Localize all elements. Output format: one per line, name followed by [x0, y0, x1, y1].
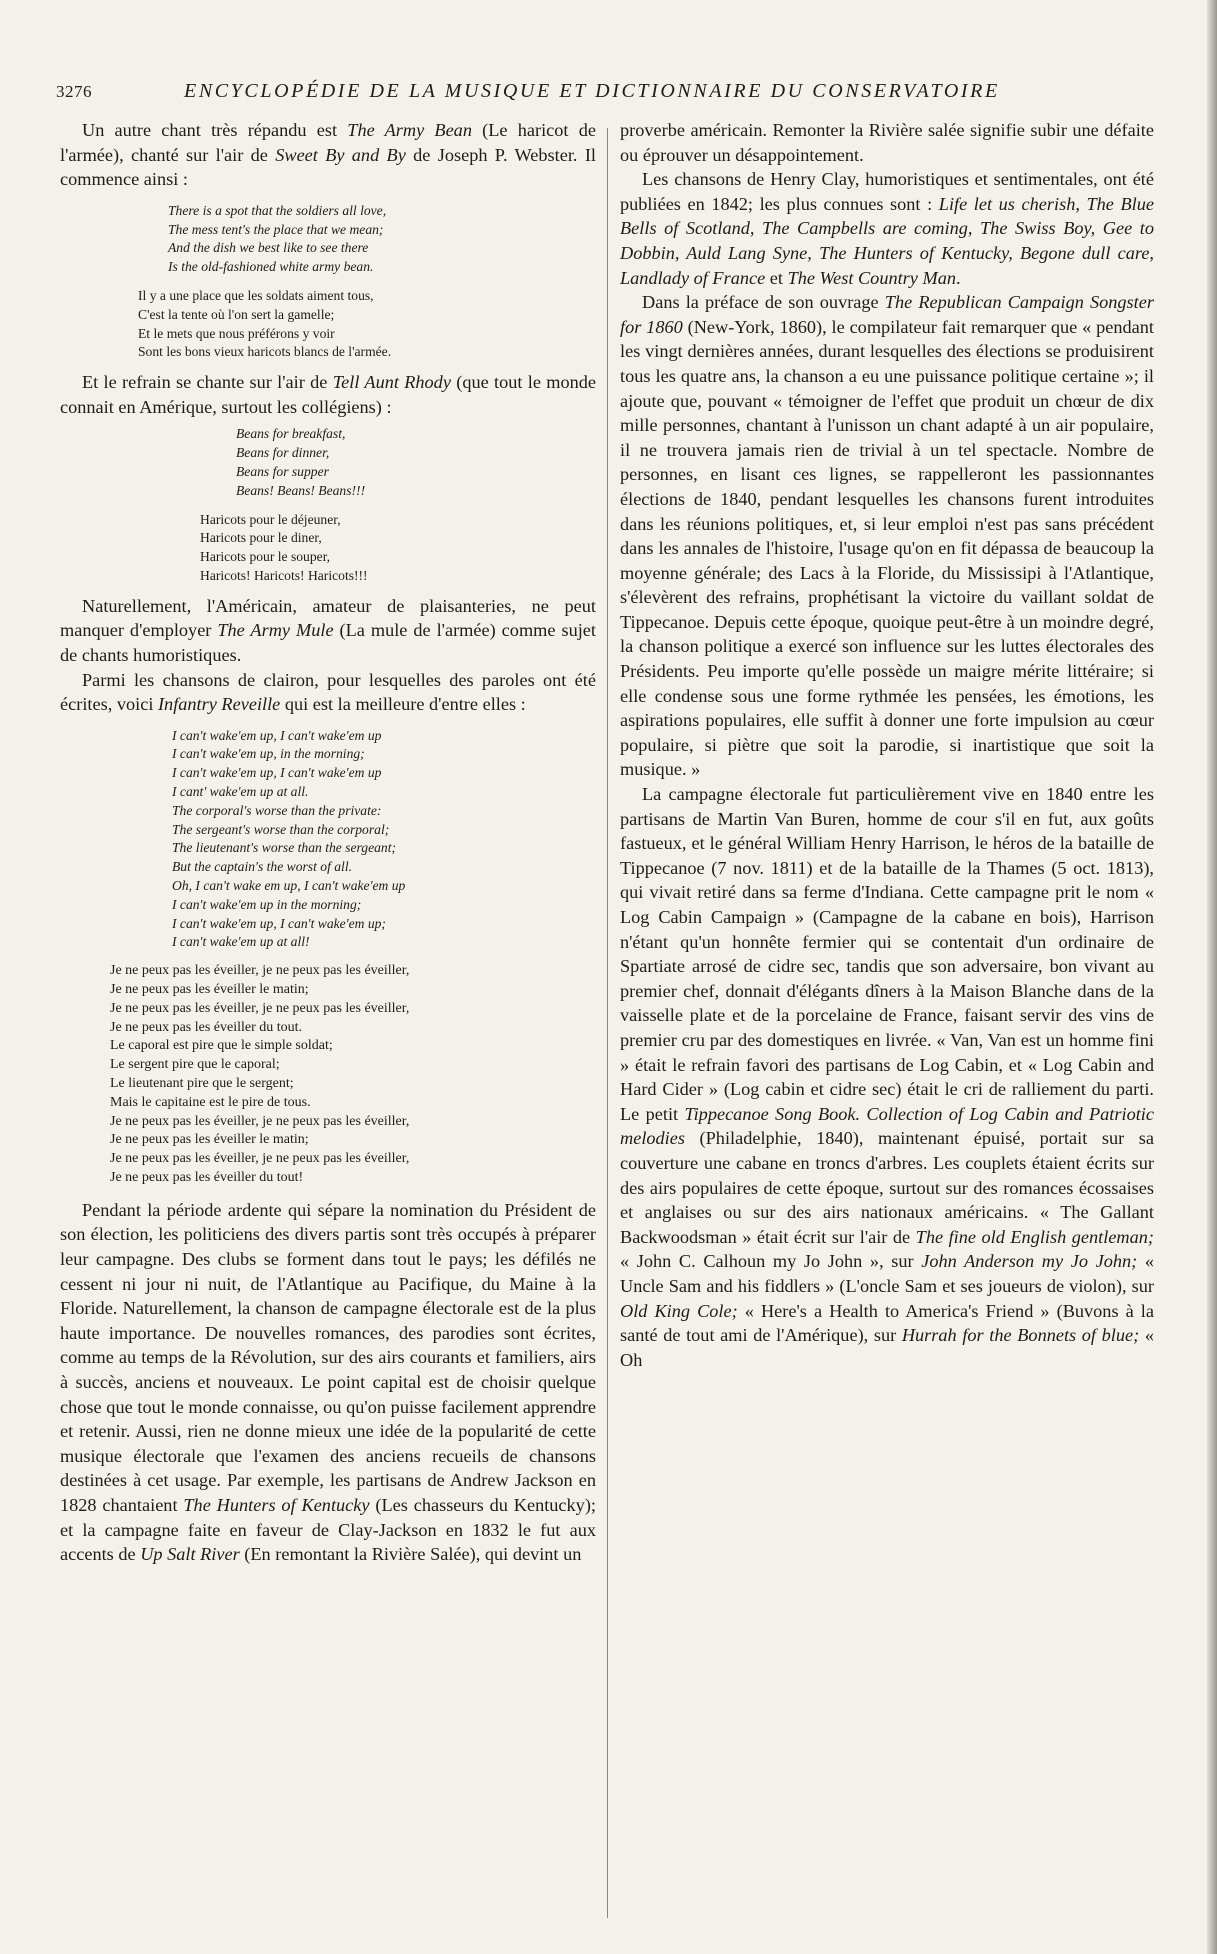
- italic-title: Up Salt River: [140, 1544, 240, 1565]
- verse-english: [172, 727, 596, 953]
- verse-line: There is a spot that the soldiers all love,: [168, 202, 387, 218]
- verse-line: I can't wake'em up, I can't wake'em up: [172, 765, 382, 781]
- paragraph: Dans la préface de son ouvrage The Republican Campaign Songster for 1860 (New-York, 1860), le compilateur fait remarquer que « pendant les vingt dernières années, durant lesquelles des élections se produisirent tous les quatre ans, la chanson a eu une puissance politique certaine »; il ajoute que, pouvant « témoigner de l'effet que produit un chœur de dix mille personnes, chantant à l'unisson un chant adapté à un air populaire, il ne trouvera jamais rien de trivial à un tel spectacle. Nombre de personnes, en lisant ces lignes, se rappelleront les passionnantes élections de 1840, pendant lesquelles les chansons furent introduites dans les réunions politiques, et, si leur emploi n'est pas sans précédent dans les annales de l'histoire, l'usage qu'on en fit dépassa de beaucoup la moyenne générale; des Lacs à la Floride, du Mississipi à l'Atlantique, s'élevèrent des refrains, prophétisant la victoire du vaillant soldat de Tippecanoe. Depuis cette époque, quoique peut-être à un moindre degré, la chanson politique a exercé son influence sur les luttes électorales des Présidents. Peu importe qu'elle possède un maigre mérite littéraire; si elle condense sous une forme rythmée les pensées, les émotions, les aspirations populaires, elle suffit à donner une forte impulsion au cœur populaire, si piètre que soit la parodie, si inartistique que soit la musique. »: [620, 292, 1155, 780]
- italic-title: Infantry Reveille: [157, 694, 281, 715]
- italic-title: The Hunters of Kentucky: [183, 1494, 370, 1515]
- verse-line: The lieutenant's worse than the sergeant;: [172, 840, 397, 856]
- paragraph: Naturellement, l'Américain, amateur de plaisanteries, ne peut manquer d'employer The Army Mule (La mule de l'armée) comme sujet de chants humoristiques.: [60, 595, 596, 665]
- verse-line: Le lieutenant pire que le sergent;: [110, 1076, 294, 1092]
- verse-line: The sergeant's worse than the corporal;: [172, 821, 390, 837]
- paragraph: Et le refrain se chante sur l'air de Tell Aunt Rhody (que tout le monde connait en Amérique, surtout les collégiens) :: [60, 372, 596, 417]
- verse-line: Je ne peux pas les éveiller du tout.: [110, 1019, 303, 1035]
- verse-line: And the dish we best like to see there: [168, 240, 369, 256]
- verse-line: Sont les bons vieux haricots blancs de l'armée.: [138, 344, 392, 360]
- italic-title: The fine old English gentleman;: [915, 1226, 1154, 1247]
- verse-line: Je ne peux pas les éveiller le matin;: [110, 1132, 309, 1148]
- verse-line: Il y a une place que les soldats aiment tous,: [138, 287, 374, 303]
- verse-line: I can't wake'em up, I can't wake'em up: [172, 727, 382, 743]
- paragraph: proverbe américain. Remonter la Rivière salée signifie subir une défaite ou éprouver un désappointement.: [620, 120, 1154, 165]
- verse-line: I can't wake'em up in the morning;: [172, 896, 362, 912]
- verse-line: Is the old-fashioned white army bean.: [168, 259, 374, 275]
- verse-line: The corporal's worse than the private:: [172, 802, 382, 818]
- verse-french: [200, 511, 596, 586]
- verse-line: Haricots pour le déjeuner,: [200, 511, 341, 527]
- verse-french: [138, 287, 596, 362]
- verse-line: Beans for breakfast,: [236, 426, 346, 442]
- column-divider: [607, 128, 608, 1918]
- verse-line: Je ne peux pas les éveiller le matin;: [110, 982, 309, 998]
- italic-title: The Republican Campaign Songster for 1860: [620, 292, 1154, 337]
- verse-line: I can't wake'em up at all!: [172, 934, 310, 950]
- italic-title: John Anderson my Jo John;: [921, 1251, 1138, 1272]
- paragraph: Un autre chant très répandu est The Army Bean (Le haricot de l'armée), chanté sur l'air de Sweet By and By de Joseph P. Webster. Il commence ainsi :: [60, 120, 596, 190]
- italic-title: Old King Cole;: [620, 1300, 738, 1321]
- verse-line: I cant' wake'em up at all.: [172, 784, 309, 800]
- verse-line: Le caporal est pire que le simple soldat;: [110, 1038, 333, 1054]
- italic-title: The Army Mule: [217, 620, 334, 641]
- page-edge-shadow: [1207, 0, 1217, 1954]
- verse-line: Beans for supper: [236, 463, 329, 479]
- verse-line: Beans! Beans! Beans!!!: [236, 482, 366, 498]
- verse-line: Je ne peux pas les éveiller, je ne peux pas les éveiller,: [110, 1000, 410, 1016]
- verse-english: [168, 202, 596, 277]
- italic-title: Tell Aunt Rhody: [332, 372, 451, 393]
- verse-line: The mess tent's the place that we mean;: [168, 221, 384, 237]
- italic-title: Hurrah for the Bonnets of blue;: [901, 1325, 1140, 1346]
- left-column: [60, 118, 596, 1567]
- verse-line: Le sergent pire que le caporal;: [110, 1057, 280, 1073]
- verse-line: I can't wake'em up, in the morning;: [172, 746, 365, 762]
- running-title: ENCYCLOPÉDIE DE LA MUSIQUE ET DICTIONNAIRE DU CONSERVATOIRE: [184, 80, 1000, 102]
- paragraph: Les chansons de Henry Clay, humoristiques et sentimentales, ont été publiées en 1842; les plus connues sont : Life let us cherish, The Blue Bells of Scotland, The Campbells are coming, The Swiss Boy, Gee to Dobbin, Auld Lang Syne, The Hunters of Kentucky, Begone dull care, Landlady of France et The West Country Man.: [620, 169, 1154, 288]
- paragraph: La campagne électorale fut particulièrement vive en 1840 entre les partisans de Martin Van Buren, homme de cour s'il en fut, aux goûts fastueux, et le général William Henry Harrison, le héros de la bataille de Tippecanoe (7 nov. 1811) et de la bataille de la Thames (5 oct. 1813), qui vivait retiré dans sa ferme d'Indiana. Cette campagne prit le nom « Log Cabin Campaign » (Campagne de la cabane en bois), Harrison n'étant qu'un honnête fermier qui se contentait d'un ordinaire de Spartiate arrosé de cidre sec, tandis que son adversaire, bon vivant au premier chef, donnait d'élégants dîners à la Maison Blanche dans de la vaisselle plate et de la porcelaine de France, faisant servir des vins de premier cru par des domestiques en livrée. « Van, Van est un homme fini » était le refrain favori des partisans de Log Cabin, et « Log Cabin and Hard Cider » (Log cabin et cidre sec) était le cri de ralliement du parti. Le petit Tippecanoe Song Book. Collection of Log Cabin and Patriotic melodies (Philadelphie, 1840), maintenant épuisé, portait sur sa couverture une cabane en troncs d'arbres. Les couplets étaient écrits sur des airs populaires de cette époque, surtout sur des romances écossaises et anglaises ou sur des airs nationaux américains. « The Gallant Backwoodsman » était écrit sur l'air de The fine old English gentleman; « John C. Calhoun my Jo John », sur John Anderson my Jo John; « Uncle Sam and his fiddlers » (L'oncle Sam et ses joueurs de violon), sur Old King Cole; « Here's a Health to America's Friend » (Buvons à la santé de tout ami de l'Amérique), sur Hurrah for the Bonnets of blue; « Oh: [620, 784, 1154, 1370]
- italic-title: Tippecanoe Song Book. Collection of Log Cabin and Patriotic melodies: [620, 1103, 1154, 1149]
- verse-line: Je ne peux pas les éveiller, je ne peux pas les éveiller,: [110, 1113, 410, 1129]
- verse-line: Mais le capitaine est le pire de tous.: [110, 1094, 311, 1110]
- page-number: 3276: [56, 82, 92, 101]
- page-header: [56, 80, 1156, 110]
- verse-line: Haricots pour le diner,: [200, 530, 322, 546]
- verse-line: C'est la tente où l'on sert la gamelle;: [138, 306, 335, 322]
- verse-line: But the captain's the worst of all.: [172, 859, 352, 875]
- verse-line: Je ne peux pas les éveiller du tout!: [110, 1170, 304, 1186]
- verse-english: [236, 425, 596, 500]
- italic-title: Life let us cherish, The Blue Bells of Scotland, The Campbells are coming, The Swiss Boy, Gee to Dobbin, Auld Lang Syne, The Hunters of Kentucky, Begone dull care, Landlady of France: [620, 193, 1154, 288]
- verse-line: Haricots pour le souper,: [200, 549, 331, 565]
- verse-line: Je ne peux pas les éveiller, je ne peux pas les éveiller,: [110, 963, 410, 979]
- paragraph: Pendant la période ardente qui sépare la nomination du Président de son élection, les politiciens des divers partis sont très occupés à préparer leur campagne. Des clubs se forment dans tout le pays; les défilés ne cessent ni jour ni nuit, de l'Atlantique au Pacifique, du Maine à la Floride. Naturellement, la chanson de campagne électorale est de la plus haute importance. De nouvelles romances, des parodies sont écrites, comme au temps de la Révolution, sur des airs courants et familiers, airs à succès, anciens et nouveaux. Le point capital est de choisir quelque chose que tout le monde connaisse, ou qu'on puisse facilement apprendre et retenir. Aussi, rien ne donne mieux une idée de la popularité de cette musique électorale que l'examen des anciens recueils de chansons destinées à cet usage. Par exemple, les partisans de Andrew Jackson en 1828 chantaient The Hunters of Kentucky (Les chasseurs du Kentucky); et la campagne faite en faveur de Clay-Jackson en 1832 le fut aux accents de Up Salt River (En remontant la Rivière Salée), qui devint un: [60, 1199, 596, 1565]
- italic-title: The West Country Man: [787, 267, 956, 288]
- verse-line: Oh, I can't wake em up, I can't wake'em up: [172, 878, 406, 894]
- italic-title: The Army Bean: [347, 120, 472, 140]
- verse-line: Et le mets que nous préférons y voir: [138, 325, 335, 341]
- italic-title: Sweet By and By: [275, 144, 406, 165]
- verse-line: Je ne peux pas les éveiller, je ne peux pas les éveiller,: [110, 1151, 410, 1167]
- verse-line: Haricots! Haricots! Haricots!!!: [200, 567, 368, 583]
- verse-line: I can't wake'em up, I can't wake'em up;: [172, 915, 386, 931]
- right-column: [620, 118, 1154, 1372]
- verse-line: Beans for dinner,: [236, 445, 330, 461]
- paragraph: Parmi les chansons de clairon, pour lesquelles des paroles ont été écrites, voici Infantry Reveille qui est la meilleure d'entre elles :: [60, 669, 596, 715]
- verse-french: [110, 962, 596, 1188]
